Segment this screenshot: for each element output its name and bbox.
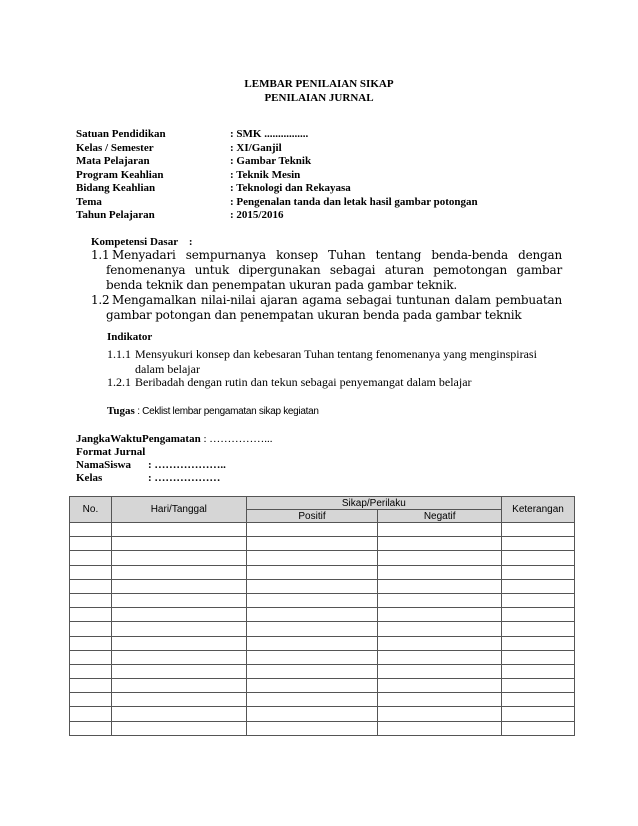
table-row: [70, 622, 575, 636]
table-cell: [502, 693, 575, 707]
tugas-text: : Ceklist lembar pengamatan sikap kegiatan: [134, 406, 319, 417]
table-cell: [378, 608, 502, 622]
table-cell: [111, 579, 246, 593]
kompetensi-number: 1.2: [91, 293, 110, 307]
table-cell: [502, 679, 575, 693]
table-cell: [111, 650, 246, 664]
kompetensi-number: 1.1: [91, 248, 110, 262]
info-row-kelas: [76, 142, 282, 154]
table-cell: [246, 593, 378, 607]
table-cell: [502, 537, 575, 551]
info-row-satuan: [76, 128, 308, 140]
table-row: [70, 579, 575, 593]
table-cell: [111, 565, 246, 579]
table-row: [70, 523, 575, 537]
table-row: [70, 565, 575, 579]
table-cell: [502, 579, 575, 593]
meta-nama-label: NamaSiswa: [76, 459, 132, 471]
header-negatif: Negatif: [378, 510, 502, 523]
info-value: : Pengenalan tanda dan letak hasil gambar potongan: [230, 195, 478, 208]
meta-jangka: [76, 433, 273, 445]
info-value: : Teknologi dan Rekayasa: [230, 182, 351, 194]
info-row-tema: [76, 196, 478, 208]
table-cell: [246, 636, 378, 650]
table-cell: [502, 551, 575, 565]
table-cell: [378, 721, 502, 735]
table-cell: [70, 679, 112, 693]
table-cell: [246, 523, 378, 537]
table-row: [70, 679, 575, 693]
table-cell: [246, 608, 378, 622]
info-label: Bidang Keahlian: [76, 182, 156, 194]
table-cell: [70, 707, 112, 721]
table-cell: [70, 622, 112, 636]
info-value: : SMK ................: [230, 128, 309, 140]
table-cell: [378, 664, 502, 678]
table-cell: [70, 636, 112, 650]
table-row: [70, 693, 575, 707]
meta-jangka-label: JangkaWaktuPengamatan: [76, 433, 201, 445]
table-cell: [246, 537, 378, 551]
kompetensi-text: [91, 293, 562, 323]
table-cell: [70, 537, 112, 551]
table-row: [70, 721, 575, 735]
table-cell: [246, 579, 378, 593]
table-row: [70, 650, 575, 664]
journal-body: [70, 523, 575, 736]
tugas-line: [107, 405, 319, 417]
table-cell: [502, 650, 575, 664]
table-cell: [378, 523, 502, 537]
kompetensi-text: [91, 248, 562, 293]
table-cell: [502, 721, 575, 735]
table-cell: [111, 707, 246, 721]
table-cell: [246, 650, 378, 664]
meta-nama: [76, 459, 226, 471]
table-cell: [70, 650, 112, 664]
meta-jangka-value: : ……………...: [200, 433, 273, 445]
header-positif: Positif: [246, 510, 378, 523]
header-hari-tanggal: Hari/Tanggal: [111, 497, 246, 523]
info-row-bidang: [76, 182, 351, 194]
kompetensi-item-1: [91, 248, 562, 293]
header-no: No.: [70, 497, 112, 523]
table-cell: [246, 565, 378, 579]
info-label: Kelas / Semester: [76, 141, 154, 154]
indikator-number: 1.1.1: [107, 347, 131, 361]
table-cell: [111, 593, 246, 607]
table-row: [70, 551, 575, 565]
kompetensi-text-content: Menyadari sempurnanya konsep Tuhan tentang benda-benda dengan fenomenanya untuk dipergunakan sebagai aturan pemotongan gambar benda teknik dan penempatan ukuran pada gambar teknik.: [106, 248, 562, 292]
table-cell: [70, 593, 112, 607]
table-row: [70, 707, 575, 721]
table-cell: [111, 636, 246, 650]
info-row-tahun: [76, 209, 283, 221]
table-cell: [502, 707, 575, 721]
table-cell: [111, 693, 246, 707]
info-value: : XI/Ganjil: [230, 141, 282, 154]
table-cell: [378, 537, 502, 551]
table-cell: [111, 664, 246, 678]
table-cell: [502, 664, 575, 678]
table-cell: [246, 664, 378, 678]
table-cell: [246, 551, 378, 565]
table-cell: [502, 523, 575, 537]
table-row: [70, 636, 575, 650]
table-cell: [70, 693, 112, 707]
table-cell: [378, 593, 502, 607]
document-subtitle: PENILAIAN JURNAL: [264, 92, 374, 104]
indikator-text: Beribadah dengan rutin dan tekun sebagai penyemangat dalam belajar: [135, 375, 472, 389]
indikator-text: Mensyukuri konsep dan kebesaran Tuhan tentang fenomenanya yang menginspirasi dalam belajar: [135, 347, 537, 376]
table-cell: [70, 664, 112, 678]
info-value: : Gambar Teknik: [230, 155, 312, 167]
table-cell: [502, 622, 575, 636]
meta-kelas: [76, 472, 220, 484]
table-cell: [378, 565, 502, 579]
table-cell: [246, 721, 378, 735]
table-cell: [378, 693, 502, 707]
table-cell: [111, 523, 246, 537]
table-row: [70, 537, 575, 551]
table-cell: [111, 537, 246, 551]
info-label: Satuan Pendidikan: [76, 128, 166, 140]
table-cell: [378, 622, 502, 636]
table-cell: [111, 622, 246, 636]
info-label: Tahun Pelajaran: [76, 209, 155, 221]
table-cell: [111, 608, 246, 622]
table-cell: [70, 608, 112, 622]
table-cell: [111, 679, 246, 693]
indikator-item-1: [107, 347, 567, 377]
table-cell: [246, 693, 378, 707]
header-keterangan: Keterangan: [502, 497, 575, 523]
info-value: : 2015/2016: [230, 209, 284, 221]
kompetensi-item-2: [91, 293, 562, 323]
table-cell: [70, 551, 112, 565]
table-cell: [502, 608, 575, 622]
meta-format: Format Jurnal: [76, 446, 146, 458]
tugas-label: Tugas: [107, 405, 135, 417]
meta-kelas-label: Kelas: [76, 472, 103, 484]
table-cell: [378, 650, 502, 664]
meta-nama-value: : ………………..: [148, 459, 226, 471]
header-sikap-perilaku: Sikap/Perilaku: [246, 497, 501, 510]
table-cell: [378, 579, 502, 593]
table-cell: [111, 721, 246, 735]
table-cell: [70, 721, 112, 735]
table-cell: [502, 593, 575, 607]
table-cell: [70, 523, 112, 537]
kompetensi-title: Kompetensi Dasar :: [91, 236, 193, 248]
table-cell: [70, 565, 112, 579]
indikator-item-2: [107, 375, 567, 390]
table-cell: [502, 565, 575, 579]
table-cell: [70, 579, 112, 593]
info-label: Program Keahlian: [76, 168, 164, 181]
kompetensi-text-content: Mengamalkan nilai-nilai ajaran agama sebagai tuntunan dalam pembuatan gambar potongan dan penempatan ukuran benda pada gambar teknik: [106, 293, 562, 322]
table-cell: [111, 551, 246, 565]
indikator-number: 1.2.1: [107, 375, 131, 389]
table-cell: [378, 707, 502, 721]
table-cell: [378, 679, 502, 693]
table-row: [70, 593, 575, 607]
info-row-mapel: [76, 155, 311, 167]
table-cell: [502, 636, 575, 650]
table-row: [70, 664, 575, 678]
table-cell: [246, 622, 378, 636]
info-value: : Teknik Mesin: [230, 168, 301, 181]
info-row-program: [76, 169, 300, 181]
info-label: Mata Pelajaran: [76, 155, 150, 167]
table-cell: [378, 636, 502, 650]
document-title: LEMBAR PENILAIAN SIKAP: [244, 78, 394, 90]
table-cell: [378, 551, 502, 565]
journal-table: [69, 496, 575, 736]
table-row: [70, 608, 575, 622]
meta-kelas-value: : ………………: [148, 472, 221, 484]
table-cell: [246, 679, 378, 693]
info-label: Tema: [76, 195, 102, 208]
indikator-title: Indikator: [107, 331, 153, 343]
table-cell: [246, 707, 378, 721]
